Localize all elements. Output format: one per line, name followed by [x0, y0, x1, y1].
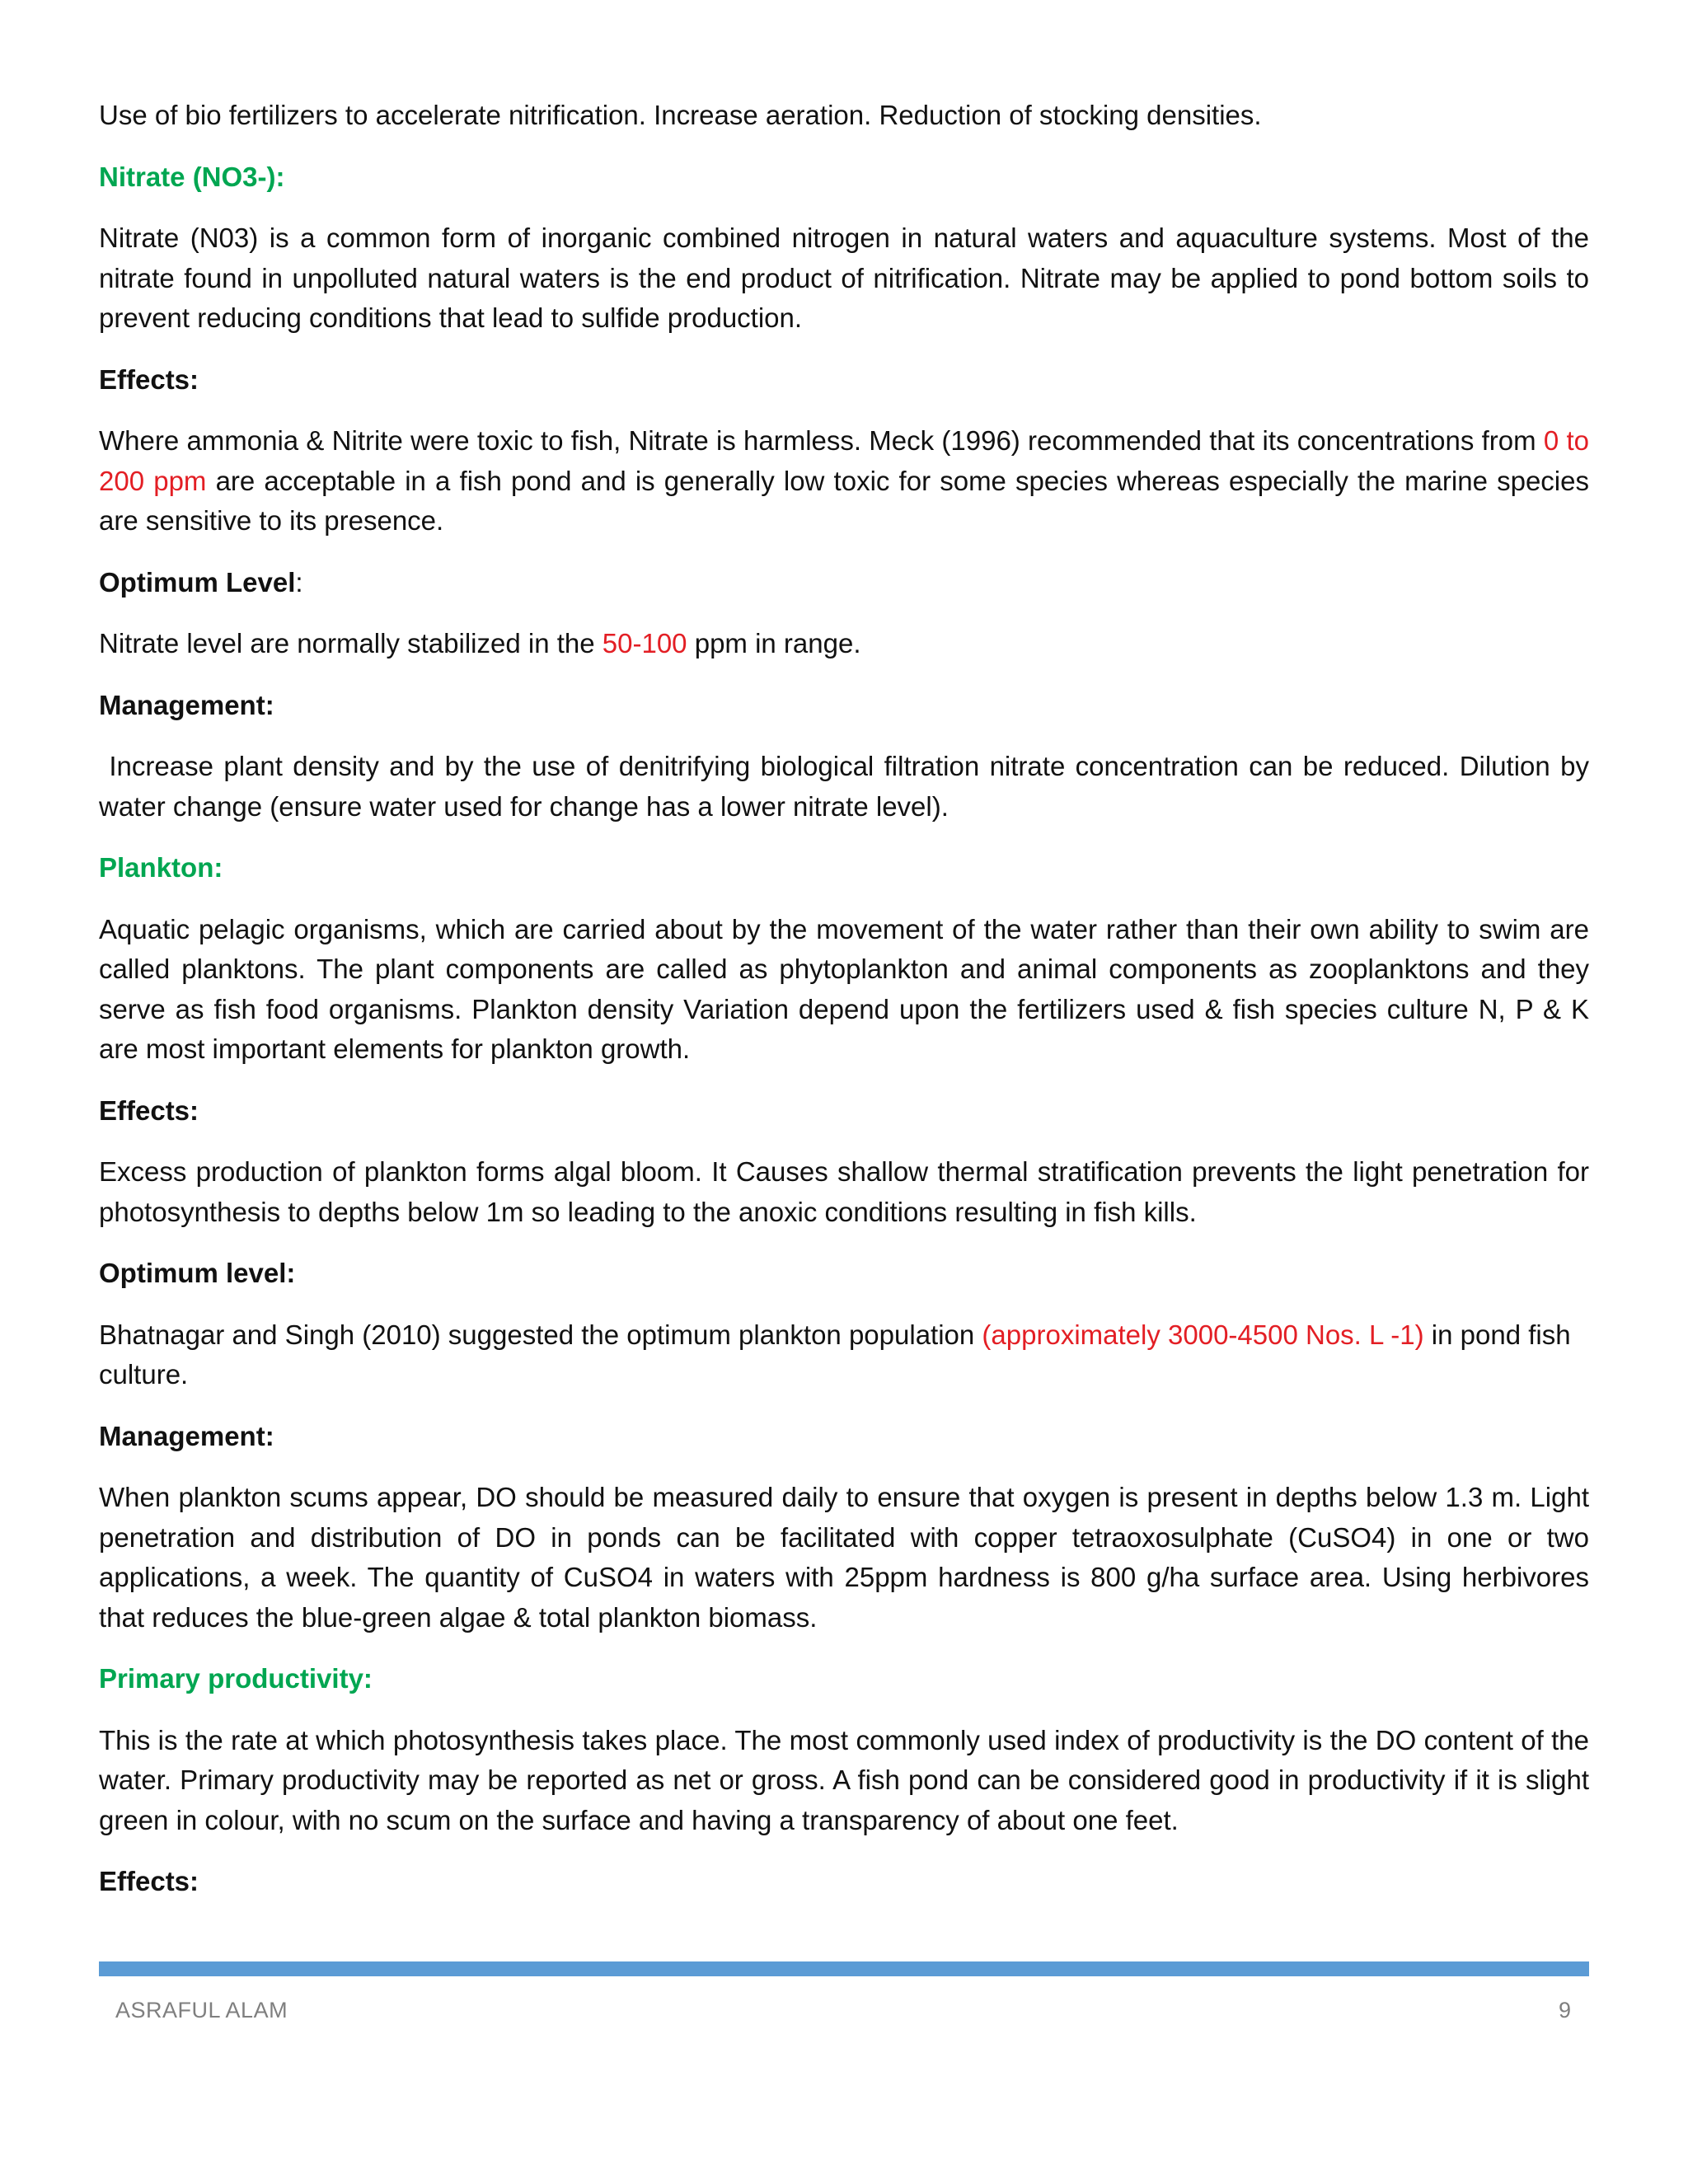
plankton-optimum-paragraph: [99, 1315, 1589, 1395]
nitrate-effects-heading: Effects:: [99, 363, 199, 395]
primary-productivity-heading: Primary productivity:: [99, 1663, 373, 1694]
primary-productivity-paragraph: This is the rate at which photosynthesis takes place. The most commonly used index of productivity is the DO content of the water. Primary productivity may be reported as net or gross. A fish pond can be considered good in productivity if it is slight green in colour, with no scum on the surface and having a transparency of about one feet.: [99, 1724, 1589, 1835]
plankton-management-paragraph: When plankton scums appear, DO should be measured daily to ensure that oxygen is present in depths below 1.3 m. Light penetration and distribution of DO in ponds can be facilitated with copper tetraoxosulphate (CuSO4) in one or two applications, a week. The quantity of CuSO4 in waters with 25ppm hardness is 800 g/ha surface area. Using herbivores that reduces the blue-green algae & total plankton biomass.: [99, 1482, 1589, 1633]
nitrate-optimum-text-b: ppm in range.: [687, 628, 861, 658]
plankton-optimum-highlight: (approximately 3000-4500 Nos. L -1): [982, 1319, 1424, 1350]
plankton-effects-heading: Effects:: [99, 1094, 199, 1126]
nitrate-effects-paragraph: [99, 421, 1589, 541]
document-body: [99, 96, 1597, 1924]
nitrate-optimum-paragraph: [99, 624, 1589, 664]
nitrate-optimum-text-a: Nitrate level are normally stabilized in the: [99, 628, 603, 658]
plankton-effects-paragraph: Excess production of plankton forms algal bloom. It Causes shallow thermal stratification prevents the light penetration for photosynthesis to depths below 1m so leading to the anoxic conditions resulting in fish kills.: [99, 1156, 1589, 1227]
nitrate-management-heading: Management:: [99, 689, 274, 720]
plankton-management-heading: Management:: [99, 1420, 274, 1451]
footer-divider-bar: [99, 1961, 1589, 1976]
nitrate-optimum-heading: [99, 563, 1589, 603]
nitrate-heading: Nitrate (NO3-):: [99, 161, 285, 192]
plankton-paragraph: Aquatic pelagic organisms, which are carried about by the movement of the water rather than their own ability to swim are called planktons. The plant components are called as phytoplankton and animal components as zooplanktons and they serve as fish food organisms. Plankton density Variation depend upon the fertilizers used & fish species culture N, P & K are most important elements for plankton growth.: [99, 913, 1589, 1064]
plankton-optimum-text-b: in pond fish culture.: [99, 1319, 1571, 1390]
nitrate-effects-text-b: are acceptable in a fish pond and is generally low toxic for some species whereas especially the marine species are sensitive to its presence.: [99, 465, 1589, 536]
plankton-heading: Plankton:: [99, 852, 223, 883]
nitrate-effects-text-a: Where ammonia & Nitrite were toxic to fish, Nitrate is harmless. Meck (1996) recommended that its concentrations from: [99, 425, 1544, 456]
nitrate-optimum-heading-text: Optimum Level: [99, 566, 296, 598]
nitrate-optimum-heading-colon: :: [295, 566, 303, 598]
footer-page-number: 9: [1558, 1998, 1571, 2022]
nitrate-optimum-highlight: 50-100: [602, 628, 687, 658]
nitrate-management-paragraph: Increase plant density and by the use of denitrifying biological filtration nitrate concentration can be reduced. Dilution by water change (ensure water used for change has a lower nitrate level).: [99, 751, 1597, 822]
nitrate-paragraph: Nitrate (N03) is a common form of inorganic combined nitrogen in natural waters and aquaculture systems. Most of the nitrate found in unpolluted natural waters is the end product of nitrification. Nitrate may be applied to pond bottom soils to prevent reducing conditions that lead to sulfide production.: [99, 223, 1589, 333]
plankton-optimum-heading: Optimum level:: [99, 1258, 296, 1288]
footer-author: ASRAFUL ALAM: [115, 1998, 288, 2022]
nitrate-effects-highlight: 0 to 200 ppm: [99, 425, 1589, 496]
intro-paragraph: Use of bio fertilizers to accelerate nitrification. Increase aeration. Reduction of stocking densities.: [99, 100, 1262, 130]
plankton-optimum-text-a: Bhatnagar and Singh (2010) suggested the optimum plankton population: [99, 1319, 982, 1350]
primary-productivity-effects-heading: Effects:: [99, 1866, 199, 1896]
